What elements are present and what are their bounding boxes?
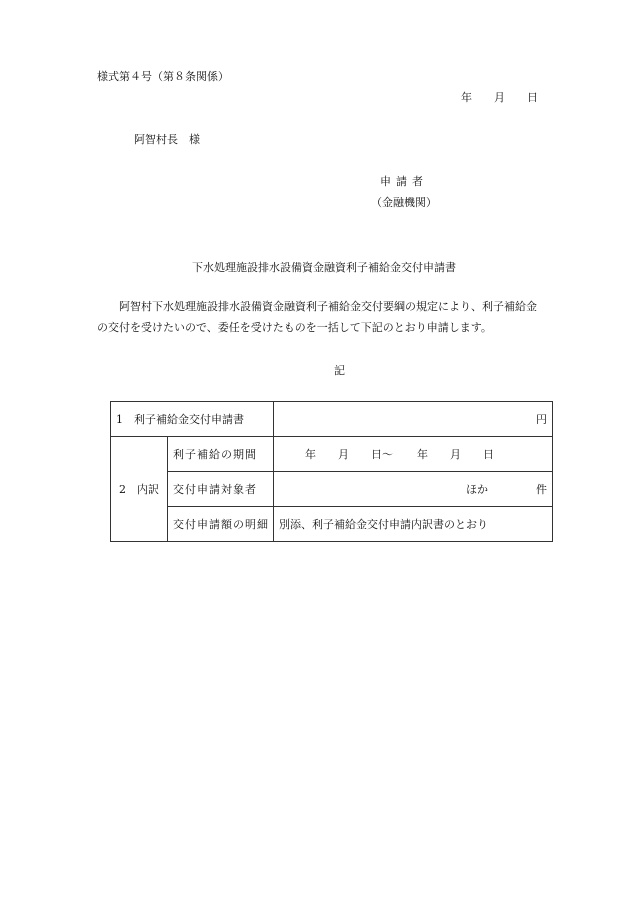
body-text (97, 296, 553, 338)
table-row (111, 472, 553, 507)
period-month-end: 月 (450, 448, 461, 461)
target-label-cell: 交付申請対象者 (168, 472, 274, 507)
period-day-start: 日～ (371, 448, 393, 461)
applicant-sub-label: （金融機関） (371, 196, 437, 209)
target-value-cell (274, 472, 553, 507)
date-day-label: 日 (527, 91, 538, 104)
applicant-label: 申請者 (380, 175, 428, 188)
breakdown-header-cell: 2 内訳 (111, 437, 168, 542)
application-detail-table (110, 401, 553, 542)
period-year-start: 年 (305, 448, 316, 461)
amount-label-cell: 1 利子補給金交付申請書 (111, 402, 274, 437)
period-day-end: 日 (483, 448, 494, 461)
form-number: 様式第４号（第８条関係） (97, 70, 229, 83)
date-line (461, 89, 538, 105)
period-month-start: 月 (338, 448, 349, 461)
table-row (111, 402, 553, 437)
period-year-end: 年 (417, 448, 428, 461)
period-label-cell: 利子補給の期間 (168, 437, 274, 472)
document-title: 下水処理施設排水設備資金融資利子補給金交付申請書 (192, 261, 456, 274)
table-row (111, 437, 553, 472)
target-others-label: ほか (466, 483, 488, 496)
table-row (111, 507, 553, 542)
detail-label-cell: 交付申請額の明細 (168, 507, 274, 542)
body-line-1: 阿智村下水処理施設排水設備資金融資利子補給金交付要綱の規定により、利子補給金 (119, 300, 537, 313)
ki-heading: 記 (334, 364, 345, 377)
date-month-label: 月 (494, 91, 505, 104)
period-value-cell (274, 437, 553, 472)
addressee: 阿智村長 様 (134, 133, 200, 146)
detail-value-cell: 別添、利子補給金交付申請内訳書のとおり (274, 507, 553, 542)
body-line-2: の交付を受けたいので、委任を受けたものを一括して下記のとおり申請します。 (97, 321, 492, 334)
amount-value-cell: 円 (274, 402, 553, 437)
target-unit-label: 件 (536, 483, 547, 496)
date-year-label: 年 (461, 91, 472, 104)
